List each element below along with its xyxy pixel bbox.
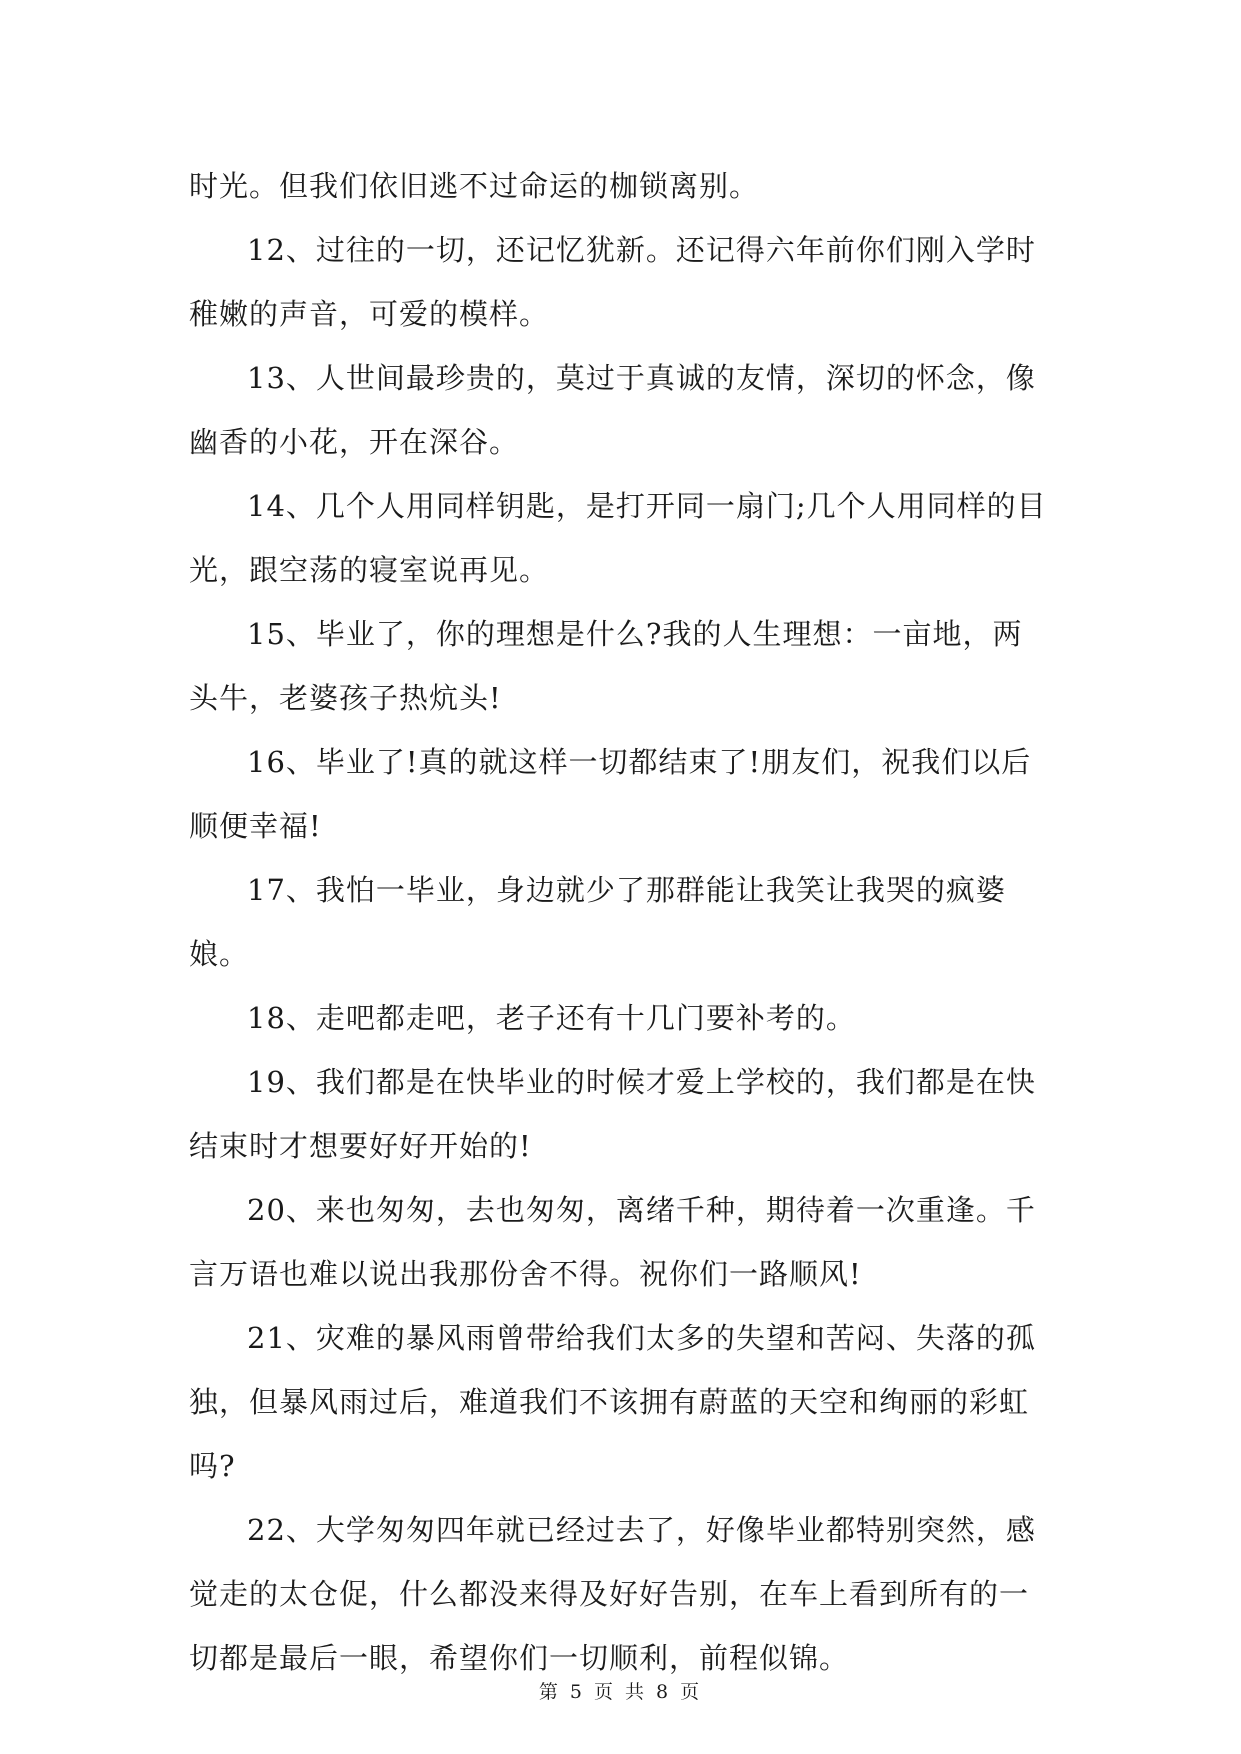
paragraph-21: 21、灾难的暴风雨曾带给我们太多的失望和苦闷、失落的孤独，但暴风雨过后，难道我们不该拥有蔚蓝的天空和绚丽的彩虹吗?: [189, 1321, 1036, 1483]
paragraph-14: 14、几个人用同样钥匙，是打开同一扇门;几个人用同样的目光，跟空荡的寝室说再见。: [189, 489, 1047, 587]
paragraph-16: 16、毕业了!真的就这样一切都结束了!朋友们，祝我们以后顺便幸福!: [189, 745, 1032, 843]
paragraph-17: 17、我怕一毕业，身边就少了那群能让我笑让我哭的疯婆娘。: [189, 873, 1006, 971]
page-number-footer: 第 5 页 共 8 页: [538, 1681, 703, 1703]
paragraph-13: 13、人世间最珍贵的，莫过于真诚的友情，深切的怀念，像幽香的小花，开在深谷。: [189, 361, 1036, 459]
paragraph-continuation: 时光。但我们依旧逃不过命运的枷锁离别。: [189, 169, 760, 203]
paragraph-18: 18、走吧都走吧，老子还有十几门要补考的。: [247, 1001, 856, 1035]
document-body: [189, 154, 1049, 1690]
paragraph-22: 22、大学匆匆四年就已经过去了，好像毕业都特别突然，感觉走的太仓促，什么都没来得及好好告别，在车上看到所有的一切都是最后一眼，希望你们一切顺利，前程似锦。: [189, 1513, 1036, 1675]
paragraph-12: 12、过往的一切，还记忆犹新。还记得六年前你们刚入学时稚嫩的声音，可爱的模样。: [189, 233, 1036, 331]
paragraph-15: 15、毕业了，你的理想是什么?我的人生理想：一亩地，两头牛，老婆孩子热炕头!: [189, 617, 1023, 715]
paragraph-20: 20、来也匆匆，去也匆匆，离绪千种，期待着一次重逢。千言万语也难以说出我那份舍不得。祝你们一路顺风!: [189, 1193, 1036, 1291]
paragraph-19: 19、我们都是在快毕业的时候才爱上学校的，我们都是在快结束时才想要好好开始的!: [189, 1065, 1036, 1163]
